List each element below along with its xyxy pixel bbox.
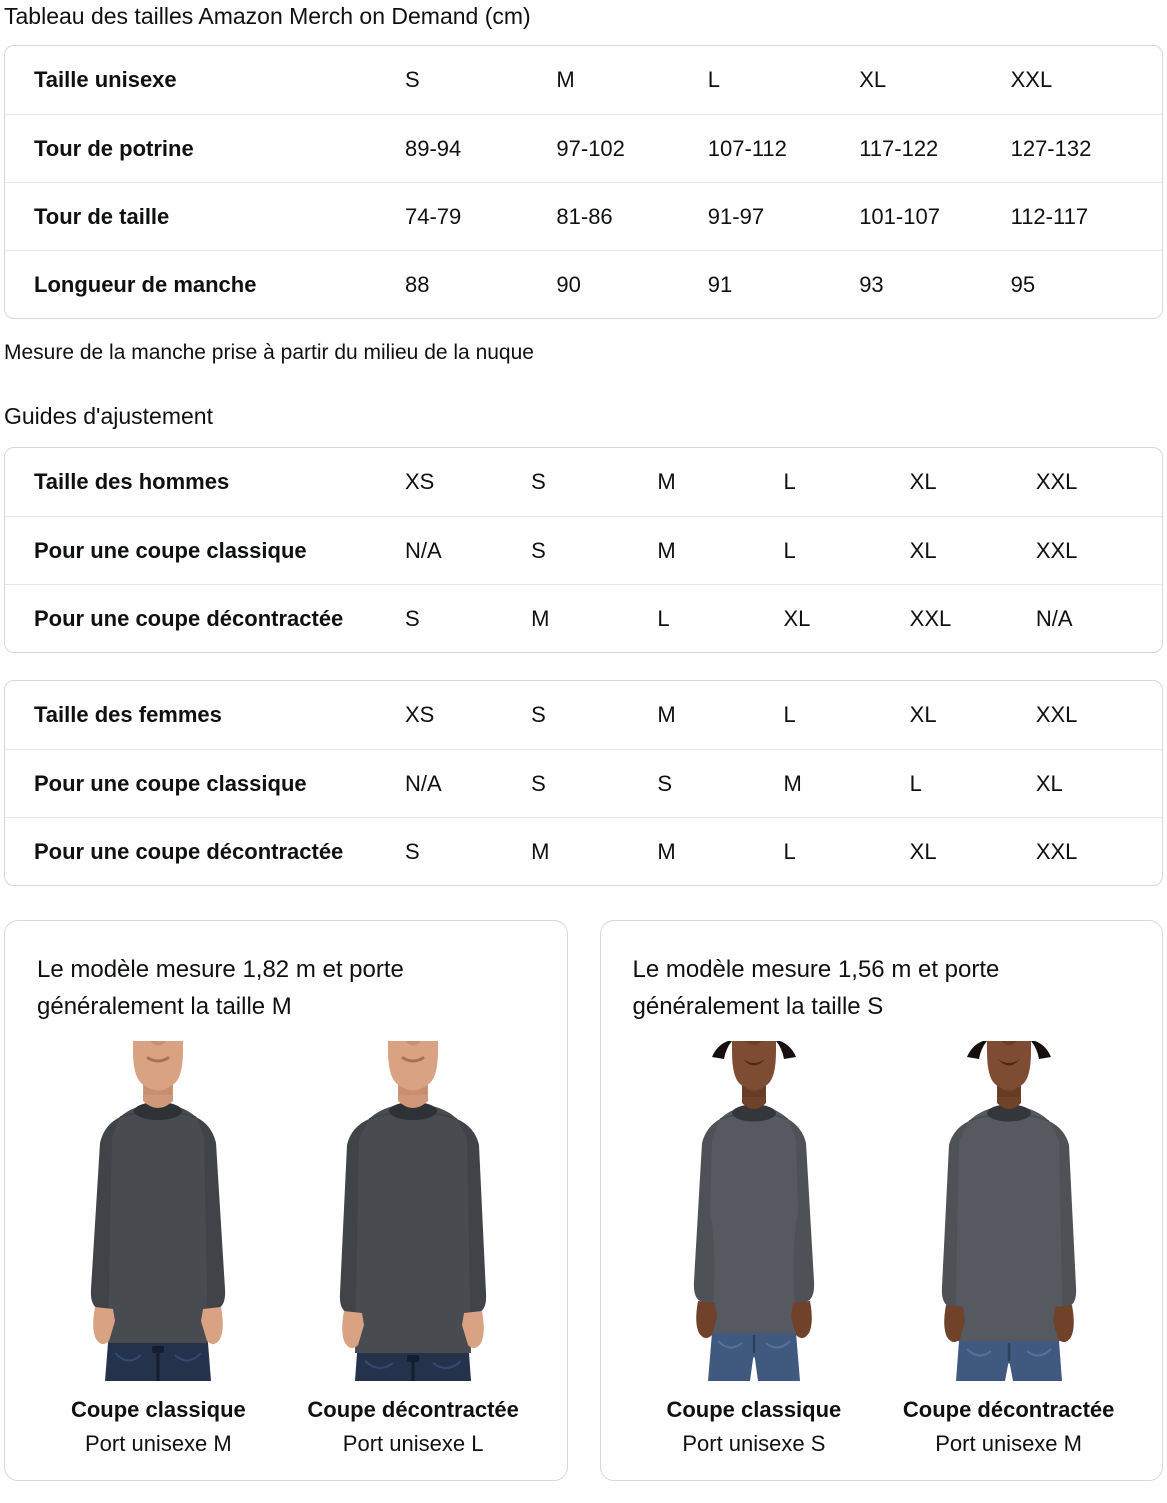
female-model-card [600,920,1164,1481]
table-cell: XS [405,702,435,727]
table-cell: N/A [405,770,442,796]
row-label: Taille unisexe [34,67,177,92]
table-cell: 89-94 [405,135,462,161]
table-cell: S [405,67,420,92]
table-row-taille-unisexe [5,46,1162,114]
table-cell: 117-122 [859,135,939,161]
figure-female-relaxed [881,1041,1136,1456]
table-row-hommes-coupe-classique [5,516,1162,584]
table-cell: S [531,537,546,563]
fit-label: Coupe décontractée [307,1397,519,1422]
table-cell: M [783,770,802,796]
size-label: Port unisexe M [935,1431,1082,1456]
table-cell: 93 [859,271,884,297]
row-label: Pour une coupe décontractée [34,605,344,631]
row-label: Pour une coupe classique [34,537,307,563]
row-label: Longueur de manche [34,271,257,297]
table-row-femmes-coupe-classique [5,749,1162,817]
page-title: Tableau des tailles Amazon Merch on Demand (cm) [4,3,531,29]
fit-label: Coupe décontractée [902,1397,1115,1422]
table-cell: 107-112 [707,135,787,161]
figure-male-classic [31,1041,286,1456]
table-cell: 88 [405,271,430,297]
table-cell: M [657,838,676,864]
table-cell: N/A [1035,605,1073,631]
row-label: Pour une coupe décontractée [34,838,344,864]
table-cell: 97-102 [556,135,625,161]
table-cell: XXL [1035,469,1078,494]
size-label: Port unisexe M [85,1431,232,1456]
model-cards-row [4,920,1163,1481]
fit-guides-heading: Guides d'ajustement [4,403,213,429]
table-cell: XL [783,605,811,631]
table-cell: XXL [909,605,952,631]
table-cell: M [531,605,550,631]
table-cell: M [531,838,550,864]
table-cell: S [531,469,546,494]
size-label: Port unisexe L [342,1431,484,1456]
figure-male-relaxed [286,1041,541,1456]
model-description: Le modèle mesure 1,56 m et porte généralement la taille S [632,956,1000,1020]
table-cell: L [783,537,796,563]
table-cell: S [657,770,673,796]
male-model-relaxed-fit-photo [313,1041,513,1381]
model-description: Le modèle mesure 1,82 m et porte généralement la taille M [37,956,404,1020]
table-cell: S [531,702,546,727]
table-cell: N/A [405,537,442,563]
table-cell: XL [909,537,937,563]
table-cell: M [657,702,676,727]
table-cell: XL [1035,770,1063,796]
table-cell: 127-132 [1010,135,1092,161]
table-cell: 90 [556,271,581,297]
table-cell: XS [405,469,435,494]
table-cell: L [783,838,796,864]
table-cell: XXL [1010,67,1053,92]
fit-label: Coupe classique [666,1397,842,1422]
figure-caption [903,1381,1115,1456]
table-row-hommes-coupe-decontractee [5,584,1162,652]
table-cell: 81-86 [556,203,613,229]
table-cell: L [783,702,796,727]
table-row-tour-de-potrine [5,114,1162,182]
male-model-classic-fit-photo [58,1041,258,1381]
table-cell: M [657,537,676,563]
table-cell: S [405,605,420,631]
table-cell: L [707,67,721,92]
table-cell: 91-97 [707,203,765,229]
table-cell: M [657,469,676,494]
table-cell: S [531,770,546,796]
size-chart-page [0,3,1167,1481]
men-fit-guide-table [4,447,1163,653]
figure-caption [666,1381,841,1456]
women-fit-guide-table [4,680,1163,886]
table-cell: 91 [707,271,733,297]
table-cell: XL [909,702,937,727]
table-cell: XL [859,67,887,92]
fit-label: Coupe classique [70,1397,246,1422]
row-label: Taille des femmes [34,702,222,727]
model-figures [627,1041,1137,1456]
table-row-tour-de-taille [5,182,1162,250]
figure-female-classic [627,1041,882,1456]
row-label: Tour de potrine [34,135,194,161]
model-figures [31,1041,541,1456]
table-cell: XXL [1035,537,1078,563]
row-label: Tour de taille [34,203,170,229]
row-label: Taille des hommes [34,469,230,494]
female-model-relaxed-fit-photo [909,1041,1109,1381]
table-cell: L [783,469,796,494]
table-cell: 112-117 [1010,203,1089,229]
table-cell: XL [909,838,937,864]
table-cell: L [657,605,670,631]
table-cell: M [556,67,575,92]
table-cell: L [909,770,922,796]
table-cell: 74-79 [405,203,462,229]
figure-caption [71,1381,246,1456]
table-cell: 101-107 [859,203,940,229]
table-row-longueur-de-manche [5,250,1162,318]
table-cell: 95 [1010,271,1036,297]
table-cell: XXL [1035,838,1078,864]
table-cell: XXL [1035,702,1078,727]
female-model-classic-fit-photo [654,1041,854,1381]
table-row-taille-des-femmes [5,681,1162,749]
sleeve-measure-note: Mesure de la manche prise à partir du milieu de la nuque [4,341,534,364]
size-label: Port unisexe S [682,1431,826,1456]
table-row-taille-des-hommes [5,448,1162,516]
row-label: Pour une coupe classique [34,770,307,796]
male-model-card [4,920,568,1481]
table-row-femmes-coupe-decontractee [5,817,1162,885]
table-cell: S [405,838,420,864]
table-cell: XL [909,469,937,494]
unisex-size-table [4,45,1163,319]
figure-caption [307,1381,519,1456]
